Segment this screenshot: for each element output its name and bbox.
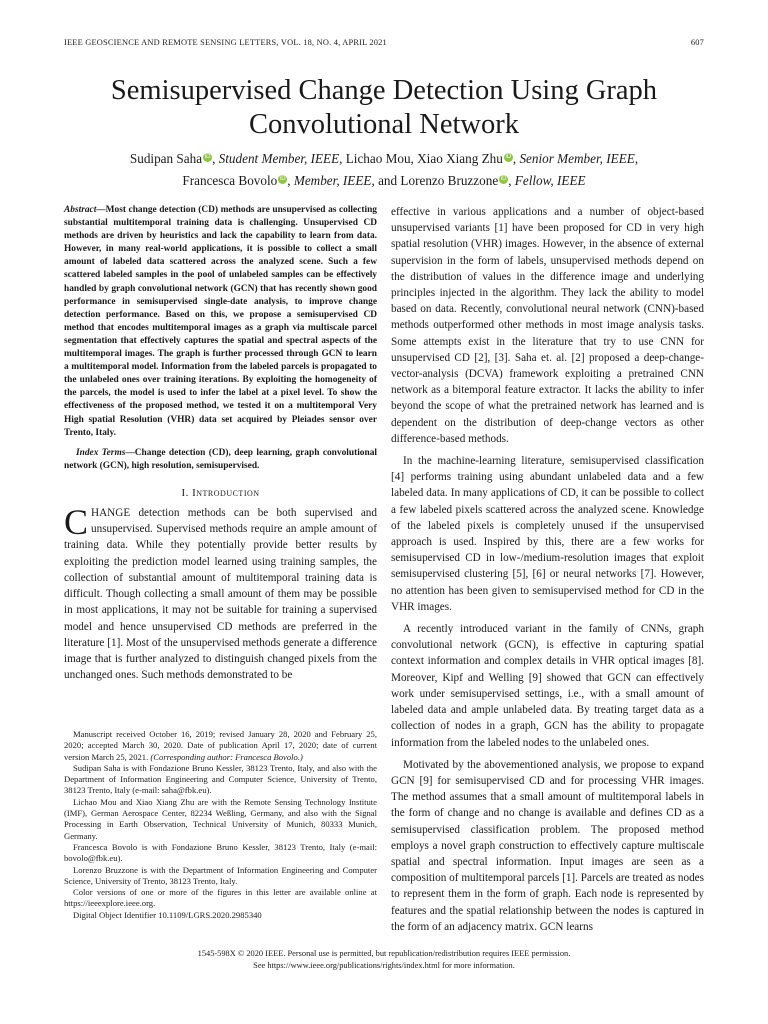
intro-text: HANGE detection methods can be both supervised and unsupervised. Supervised methods require an ample amount of training data. While they potentially provide better results by exploiting the prediction model learned using training samples, the collection of substantial amount of multitemporal training data is difficult. Though collecting a small amount of them may be possible in most applications, it may not be suitable for training a supervised model and hence unsupervised CD methods are preferred in the literature [1]. Most of the unsupervised methods generate a difference image that is further analyzed to distinguish changed pixels from the unchanged ones. Such methods demonstrated to be <box>64 507 377 682</box>
author-line-1: Sudipan Saha iD , Student Member, IEEE, Lichao Mou, Xiao Xiang Zhu iD , Senior Member, IEEE, <box>129 151 639 166</box>
index-terms-text: Change detection (CD), deep learning, graph convolutional network (GCN), high resolution, semisupervised. <box>64 447 377 471</box>
author-role: Fellow, IEEE <box>514 173 586 188</box>
author-role: Senior Member, IEEE <box>519 151 635 166</box>
footnote-color-note: Color versions of one or more of the figures in this letter are available online at https://ieeexplore.ieee.org. <box>64 887 377 909</box>
author-name: Lorenzo Bruzzone <box>400 173 499 188</box>
copyright-footer <box>64 948 704 971</box>
author-conjunction: and <box>378 173 398 188</box>
corresponding-author: (Corresponding author: Francesca Bovolo.) <box>150 751 303 762</box>
author-list <box>40 148 728 192</box>
orcid-icon[interactable]: iD <box>204 154 211 160</box>
author-name: Lichao Mou, Xiao Xiang Zhu <box>345 151 503 166</box>
author-role: Member, IEEE <box>293 173 372 188</box>
author-line-2: Francesca Bovolo iD , Member, IEEE, and Lorenzo Bruzzone iD , Fellow, IEEE <box>182 173 586 188</box>
footnotes <box>64 729 377 921</box>
abstract-text: Most change detection (CD) methods are unsupervised as collecting substantial multitemporal training data is challenging. Unsupervised CD methods are driven by heuristics and lack the capability to learn from data. However, in many real-world applications, it is possible to collect a small amount of labeled data scattered across the analyzed scene. Such a few scattered labeled samples in the pool of unlabeled samples can be effectively handled by graph convolutional network (GCN) that has recently shown good performance in semisupervised single-date analysis, to improve change detection performance. Based on this, we propose a semisupervised CD method that encodes multitemporal images as a graph via multiscale parcel segmentation that effectively captures the spatial and spectral aspects of the multitemporal images. The graph is further processed through GCN to learn a multitemporal model. Information from the labeled parcels is propagated to the unlabeled ones over training iterations. By exploiting the homogeneity of the parcels, the model is used to infer the label at a pixel level. To show the effectiveness of the proposed method, we tested it on a multitemporal Very High spatial Resolution (VHR) data set acquired by Pleiades sensor over Trento, Italy. <box>64 205 377 438</box>
orcid-icon[interactable]: iD <box>500 176 507 182</box>
paper-title <box>40 74 728 142</box>
footnote-manuscript <box>64 729 377 763</box>
drop-cap: C <box>64 502 89 543</box>
section-heading: I. Introduction <box>181 486 260 499</box>
page-number: 607 <box>690 38 704 47</box>
rights-link[interactable]: See https://www.ieee.org/publications/rights/index.html for more information. <box>253 960 515 970</box>
index-terms-label: Index Terms <box>76 447 126 458</box>
author-name: Sudipan Saha <box>129 151 203 166</box>
body-paragraph: A recently introduced variant in the family of CNNs, graph convolutional network (GCN), is effective in capturing spatial context information and complex details in VHR optical images [8]. Moreover, Kipf and Welling [9] showed that GCN can effectively work under semisupervised settings, i.e., with a small amount of labeled data and ample unlabeled data. By treating target data as a collection of nodes in a graph, GCN has the ability to propagate information from the labeled nodes to the unlabeled ones. <box>391 623 704 749</box>
orcid-icon[interactable]: iD <box>279 176 286 182</box>
author-name: Francesca Bovolo <box>182 173 278 188</box>
index-terms: Index Terms—Change detection (CD), deep learning, graph convolutional network (GCN), high resolution, semisupervised. <box>64 447 377 471</box>
author-role: Student Member, IEEE <box>218 151 340 166</box>
orcid-icon[interactable]: iD <box>505 154 512 160</box>
journal-header: IEEE GEOSCIENCE AND REMOTE SENSING LETTERS, VOL. 18, NO. 4, APRIL 2021 <box>64 38 387 47</box>
body-paragraph: Motivated by the abovementioned analysis, we propose to expand GCN [9] for semisupervised CD and for processing VHR images. The method assumes that a small amount of multitemporal labels in the form of change and no change is available and defines CD as a semisupervised classification problem. The proposed method employs a novel graph construction to effectively capture multiscale spatial and spectral information. Input images are seen as a composition of multitemporal parcels [1]. Parcels are treated as nodes to represent them in the form of graph. Each node is represented by features and the spatial relationship between the nodes is captured in the form of an adjacency matrix. GCN learns <box>391 758 704 933</box>
footnote-affiliation: Lorenzo Bruzzone is with the Department of Information Engineering and Computer Science, University of Trento, 38123 Trento, Italy. <box>64 864 377 886</box>
intro-paragraph <box>64 502 377 683</box>
title-line-1: Semisupervised Change Detection Using Graph <box>110 75 658 106</box>
footnote-affiliation: Sudipan Saha is with Fondazione Bruno Kessler, 38123 Trento, Italy, and also with the Department of Information Engineering and Computer Science, University of Trento, 38123 Trento, Italy (e-mail: saha@fbk.eu). <box>64 762 377 796</box>
copyright-line: 1545-598X © 2020 IEEE. Personal use is permitted, but republication/redistribution requires IEEE permission. <box>197 949 571 958</box>
body-paragraph: In the machine-learning literature, semisupervised classification [4] performs training using abundant unlabeled data and a few labeled data. In many applications of CD, it can be possible to collect a few labeled pixels scattered across the analyzed scene. Knowledge of the labeled pixels is completely unused if the unsupervised approach is used. Inspired by this, there are a few works for semisupervised CD in low-/medium-resolution images that exploit semisupervised clustering [5], [6] or neural networks [7]. However, no attention has been given to semisupervised method for CD in the VHR images. <box>391 455 704 613</box>
footnote-text: Manuscript received October 16, 2019; revised January 28, 2020 and February 25, 2020; accepted March 30, 2020. Date of publication April 17, 2020; date of current version March 25, 2021. <box>64 729 377 762</box>
title-line-2: Convolutional Network <box>249 109 519 140</box>
running-header <box>64 38 704 52</box>
left-column <box>64 204 377 683</box>
footnote-affiliation: Francesca Bovolo is with Fondazione Bruno Kessler, 38123 Trento, Italy (e-mail: bovolo@fbk.eu). <box>64 841 377 864</box>
body-paragraph: effective in various applications and a number of object-based unsupervised variants [1] have been proposed for CD in very high spatial resolution (VHR) images. However, in the absence of external supervision in the form of labels, unsupervised methods depend on the distribution of values in the difference image and underlying principles injected in the algorithm. They lack the ability to model based on data. Recently, convolutional neural network (CNN)-based methods outperformed other methods in most image analysis tasks. Some attempts exist in the literature that try to use CNN for unsupervised CD [2], [3]. Saha et. al. [2] proposed a deep-change-vector-analysis (DCVA) framework exploiting a pretrained CNN network as a bitemporal feature extractor. It lacks the ability to infer beyond the scope of what the pretrained network has learned and is dependent on the distribution of deep-change vectors as other difference-based methods. <box>391 206 704 445</box>
abstract: Abstract—Most change detection (CD) methods are unsupervised as collecting substantial multitemporal training data is challenging. Unsupervised CD methods are driven by heuristics and lack the capability to learn from data. However, in many real-world applications, it is possible to collect a small amount of labeled data scattered across the analyzed scene. Such a few scattered labeled samples in the pool of unlabeled samples can be effectively handled by graph convolutional network (GCN) that has recently shown good performance in semisupervised single-date analysis, to improve change detection performance. Based on this, we propose a semisupervised CD method that encodes multitemporal images as a graph via multiscale parcel segmentation that effectively captures the spatial and spectral aspects of the multitemporal images. The graph is further processed through GCN to learn a multitemporal model. Information from the labeled parcels is propagated to the unlabeled ones over training iterations. By exploiting the homogeneity of the parcels, the model is used to infer the label at a pixel level. To show the effectiveness of the proposed method, we tested it on a multitemporal Very High spatial Resolution (VHR) data set acquired by Pleiades sensor over Trento, Italy. <box>64 205 377 438</box>
abstract-label: Abstract <box>64 205 97 215</box>
footnote-doi: Digital Object Identifier 10.1109/LGRS.2020.2985340 <box>73 909 262 920</box>
right-column <box>391 204 704 935</box>
footnote-affiliation: Lichao Mou and Xiao Xiang Zhu are with the Remote Sensing Technology Institute (IMF), German Aerospace Center, 82234 Weßling, Germany, and also with the Signal Processing in Earth Observation, Technical University of Munich, 80333 Munich, Germany. <box>64 796 377 841</box>
